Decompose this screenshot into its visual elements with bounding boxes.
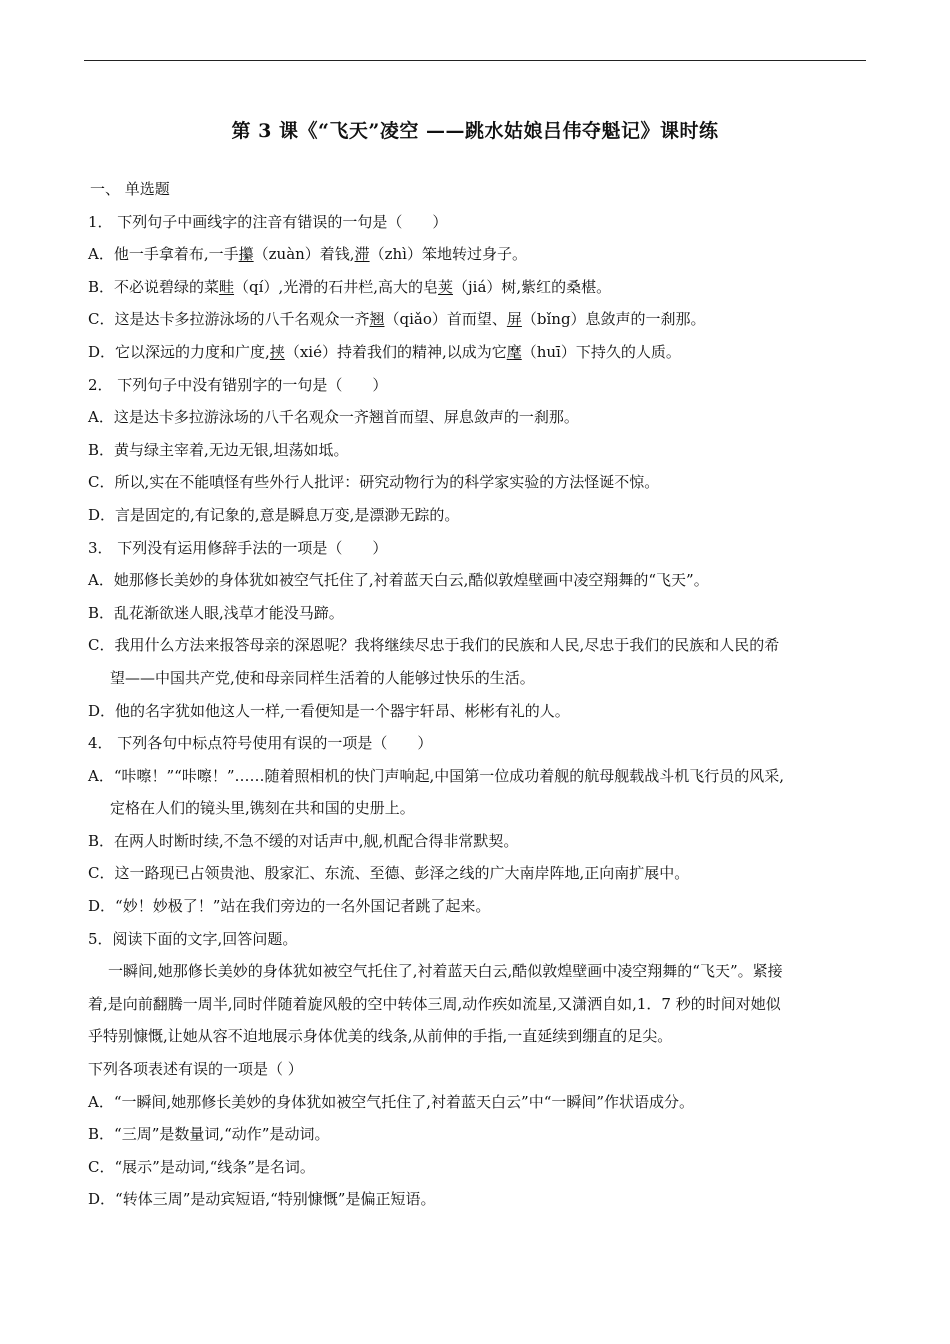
question-2-option-a: A．这是达卡多拉游泳场的八千名观众一齐翘首而望、屏息敛声的一刹那。 (88, 408, 579, 427)
question-2-stem: 2． 下列句子中没有错别字的一句是（ ） (88, 375, 388, 394)
underlined-char: 攥 (238, 245, 254, 264)
underlined-char: 滞 (354, 245, 370, 264)
question-4-option-a-continued: 定格在人们的镜头里,镌刻在共和国的史册上。 (110, 799, 415, 818)
underlined-char: 麾 (506, 342, 522, 361)
question-1-option-c: C．这是达卡多拉游泳场的八千名观众一齐翘（qiǎo）首而望、屏（bǐng）息敛声的一刹那。 (88, 310, 706, 329)
question-3-option-c-continued: 望——中国共产党,使和母亲同样生活着的人能够过快乐的生活。 (110, 668, 535, 687)
question-5-option-a: A．“一瞬间,她那修长美妙的身体犹如被空气托住了,衬着蓝天白云”中“一瞬间”作状语成分。 (88, 1092, 695, 1111)
reading-passage-line-1: 一瞬间,她那修长美妙的身体犹如被空气托住了,衬着蓝天白云,酷似敦煌壁画中凌空翔舞的“飞天”。紧接 (108, 962, 783, 981)
underlined-char: 荚 (437, 277, 453, 296)
document-body (88, 173, 863, 1216)
underlined-char: 畦 (219, 277, 235, 296)
underlined-char: 翘 (369, 310, 385, 329)
question-3-option-b: B．乱花渐欲迷人眼,浅草才能没马蹄。 (88, 603, 344, 622)
reading-passage-line-2: 着,是向前翻腾一周半,同时伴随着旋风般的空中转体三周,动作疾如流星,又潇洒自如,1．7 秒的时间对她似 (88, 994, 781, 1013)
reading-passage-line-3: 乎特别慷慨,让她从容不迫地展示身体优美的线条,从前伸的手指,一直延续到绷直的足尖。 (88, 1027, 673, 1046)
question-2-option-d: D．言是固定的,有记象的,意是瞬息万变,是漂渺无踪的。 (88, 505, 460, 524)
question-2-option-b: B．黄与绿主宰着,无边无银,坦荡如坻。 (88, 440, 349, 459)
question-1-option-a: A．他一手拿着布,一手攥（zuàn）着钱,滞（zhì）笨地转过身子。 (88, 245, 527, 264)
question-4-option-a: A．“咔嚓！”“咔嚓！”……随着照相机的快门声响起,中国第一位成功着舰的航母舰载战斗机飞行员的风采, (88, 766, 785, 785)
underlined-char: 屏 (506, 310, 522, 329)
question-1-option-b: B．不必说碧绿的菜畦（qí）,光滑的石井栏,高大的皂荚（jiá）树,紫红的桑椹。 (88, 277, 612, 296)
question-4-stem: 4． 下列各句中标点符号使用有误的一项是（ ） (88, 734, 433, 753)
section-heading: 一、 单选题 (90, 180, 170, 198)
question-3-option-c: C．我用什么方法来报答母亲的深恩呢？我将继续尽忠于我们的民族和人民,尽忠于我们的民族和人民的希 (88, 636, 780, 655)
question-3-stem: 3． 下列没有运用修辞手法的一项是（ ） (88, 538, 388, 557)
question-3-option-a: A．她那修长美妙的身体犹如被空气托住了,衬着蓝天白云,酷似敦煌壁画中凌空翔舞的“飞天”。 (88, 571, 709, 590)
question-2-option-c: C．所以,实在不能嗔怪有些外行人批评：研究动物行为的科学家实验的方法怪诞不惊。 (88, 473, 660, 492)
underlined-char: 挟 (269, 342, 285, 361)
question-1-option-d: D．它以深远的力度和广度,挟（xié）持着我们的精神,以成为它麾（huī）下持久的人质。 (88, 342, 681, 361)
question-5-option-d: D．“转体三周”是动宾短语,“特别慷慨”是偏正短语。 (88, 1190, 436, 1209)
question-1-stem: 1． 下列句子中画线字的注音有错误的一句是（ ） (88, 212, 448, 231)
question-4-option-c: C．这一路现已占领贵池、殷家汇、东流、至德、彭泽之线的广大南岸阵地,正向南扩展中。 (88, 864, 690, 883)
page-title: 第 3 课《“飞天”凌空 ——跳水姑娘吕伟夺魁记》课时练 (231, 120, 719, 142)
question-3-option-d: D．他的名字犹如他这人一样,一看便知是一个器宇轩昂、彬彬有礼的人。 (88, 701, 570, 720)
question-5-ask: 下列各项表述有误的一项是（ ） (88, 1060, 303, 1079)
header-rule (84, 60, 866, 61)
question-4-option-b: B．在两人时断时续,不急不缓的对话声中,舰,机配合得非常默契。 (88, 831, 519, 850)
question-5-option-c: C．“展示”是动词,“线条”是名词。 (88, 1157, 315, 1176)
question-5-option-b: B．“三周”是数量词,“动作”是动词。 (88, 1125, 330, 1144)
question-5-stem: 5．阅读下面的文字,回答问题。 (88, 929, 298, 948)
question-4-option-d: D．“妙！妙极了！”站在我们旁边的一名外国记者跳了起来。 (88, 897, 491, 916)
